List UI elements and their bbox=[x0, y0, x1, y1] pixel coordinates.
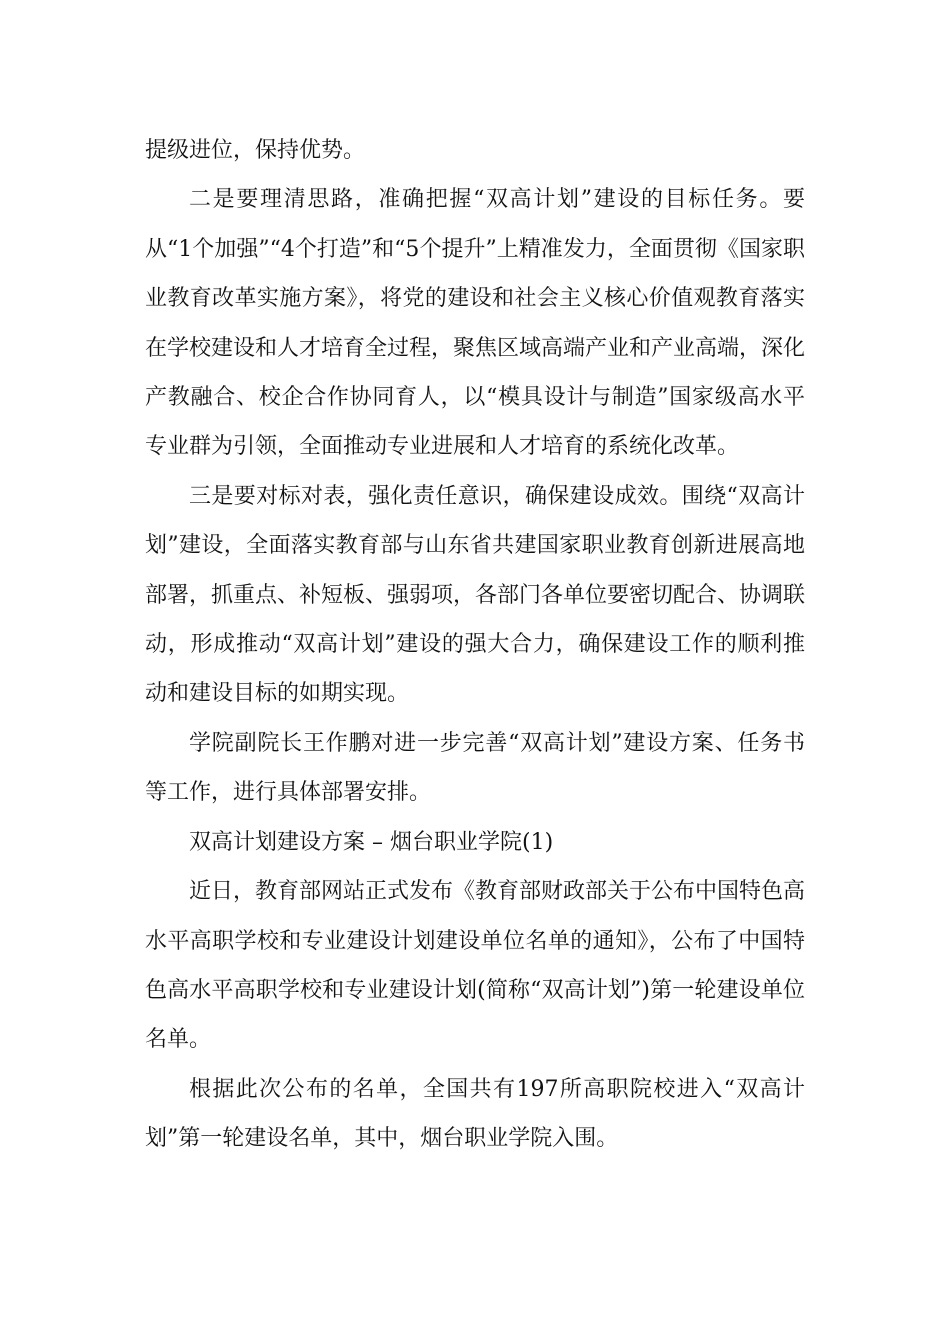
paragraph-vice-president: 学院副院长王作鹏对进一步完善“双高计划”建设方案、任务书等工作，进行具体部署安排。 bbox=[145, 730, 805, 806]
paragraph-announcement: 近日，教育部网站正式发布《教育部财政部关于公布中国特色高水平高职学校和专业建设计划建设单位名单的通知》，公布了中国特色高水平高职学校和专业建设计划(简称“双高计划”)第一轮建设单位名单。 bbox=[145, 879, 806, 1053]
paragraph-third-point: 三是要对标对表，强化责任意识，确保建设成效。围绕“双高计划”建设，全面落实教育部与山东省共建国家职业教育创新进展高地部署，抓重点、补短板、强弱项，各部门各单位要密切配合、协调联动，形成推动“双高计划”建设的强大合力，确保建设工作的顺利推动和建设目标的如期实现。 bbox=[145, 483, 806, 707]
paragraph-list-result: 根据此次公布的名单，全国共有197所高职院校进入“双高计划”第一轮建设名单，其中，烟台职业学院入围。 bbox=[145, 1076, 805, 1152]
section-heading: 双高计划建设方案 – 烟台职业学院(1) bbox=[189, 829, 554, 855]
paragraph-continuation: 提级进位，保持优势。 bbox=[145, 138, 366, 163]
document-page bbox=[145, 126, 805, 1164]
paragraph-second-point: 二是要理清思路，准确把握“双高计划”建设的目标任务。要从“1个加强”“4个打造”和“5个提升”上精准发力，全面贯彻《国家职业教育改革实施方案》，将党的建设和社会主义核心价值观教育落实在学校建设和人才培育全过程，聚焦区域高端产业和产业高端，深化产教融合、校企合作协同育人，以“模具设计与制造”国家级高水平专业群为引领，全面推动专业进展和人才培育的系统化改革。 bbox=[145, 187, 806, 460]
